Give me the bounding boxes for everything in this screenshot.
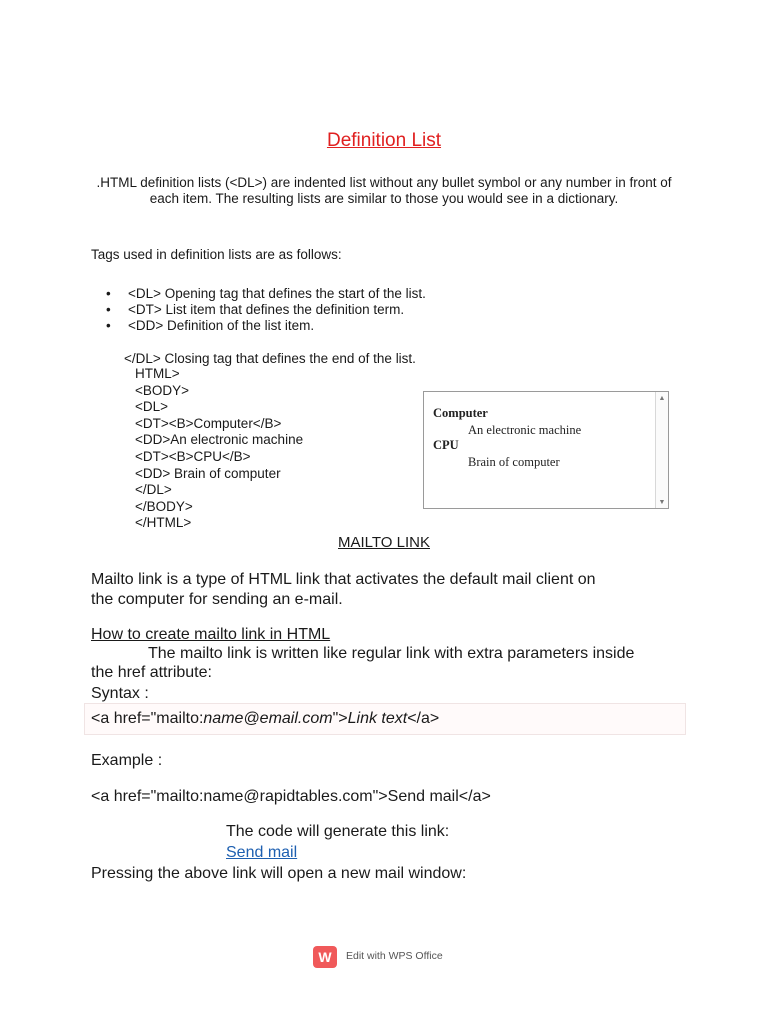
how-to-heading: How to create mailto link in HTML (91, 626, 331, 643)
scroll-up-icon[interactable]: ▲ (658, 394, 666, 402)
page-title: Definition List (326, 130, 442, 151)
preview-term: CPU (433, 438, 459, 452)
syntax-label: Syntax : (91, 685, 149, 702)
code-example (135, 366, 303, 532)
preview-scrollbar[interactable] (655, 392, 668, 508)
preview-definition: Brain of computer (468, 455, 560, 469)
pressing-text: Pressing the above link will open a new mail window: (91, 865, 467, 882)
how-to-line: the href attribute: (91, 664, 212, 681)
list-item: • <DD> Definition of the list item. (106, 318, 426, 334)
code-text: "> (332, 710, 348, 727)
example-label: Example : (91, 752, 163, 769)
tags-heading: Tags used in definition lists are as follows: (91, 247, 342, 262)
code-placeholder: name@email.com (203, 710, 333, 727)
wps-logo-icon: W (313, 946, 337, 968)
text-line: the computer for sending an e-mail. (91, 590, 343, 608)
preview-definition: An electronic machine (468, 423, 582, 437)
code-line: </BODY> (135, 498, 193, 514)
code-line: </HTML> (135, 515, 192, 531)
example-code: <a href="mailto:name@rapidtables.com">Send mail</a> (91, 788, 491, 805)
list-item: • <DL> Opening tag that defines the start of the list. (106, 286, 426, 302)
code-line: <DT><B>Computer</B> (135, 415, 282, 431)
code-line: <DT><B>CPU</B> (135, 448, 251, 464)
how-to-line: The mailto link is written like regular link with extra parameters inside (148, 645, 635, 662)
generate-text: The code will generate this link: (226, 823, 450, 840)
code-line: <BODY> (135, 382, 190, 398)
syntax-code (91, 710, 439, 728)
wps-edit-label: Edit with WPS Office (346, 950, 443, 962)
mailto-heading: MAILTO LINK (338, 534, 430, 551)
mailto-description (91, 570, 691, 609)
code-placeholder: Link text (347, 710, 408, 727)
closing-tag-line: </DL> Closing tag that defines the end of the list. (124, 351, 416, 366)
code-line: <DL> (135, 399, 169, 415)
wps-edit-badge[interactable] (313, 946, 453, 968)
code-line: <DD> Brain of computer (135, 465, 281, 481)
code-line: <DD>An electronic machine (135, 432, 304, 448)
code-line: HTML> (135, 366, 180, 381)
code-text: <a href="mailto: (91, 710, 204, 727)
code-line: </DL> (135, 482, 172, 498)
scroll-down-icon[interactable]: ▼ (658, 498, 666, 506)
intro-paragraph: .HTML definition lists (<DL>) are indented list without any bullet symbol or any number in front of each item. The resulting lists are similar to those you would see in a dictionary. (96, 175, 672, 206)
text-line: Mailto link is a type of HTML link that activates the default mail client on (91, 571, 596, 588)
send-mail-link[interactable]: Send mail (226, 844, 298, 861)
tag-bullet-list (106, 286, 426, 335)
list-item: • <DT> List item that defines the definition term. (106, 302, 426, 318)
rendered-preview-box (423, 391, 669, 509)
code-text: </a> (407, 710, 440, 727)
preview-term: Computer (433, 406, 488, 420)
syntax-code-box (84, 703, 686, 735)
